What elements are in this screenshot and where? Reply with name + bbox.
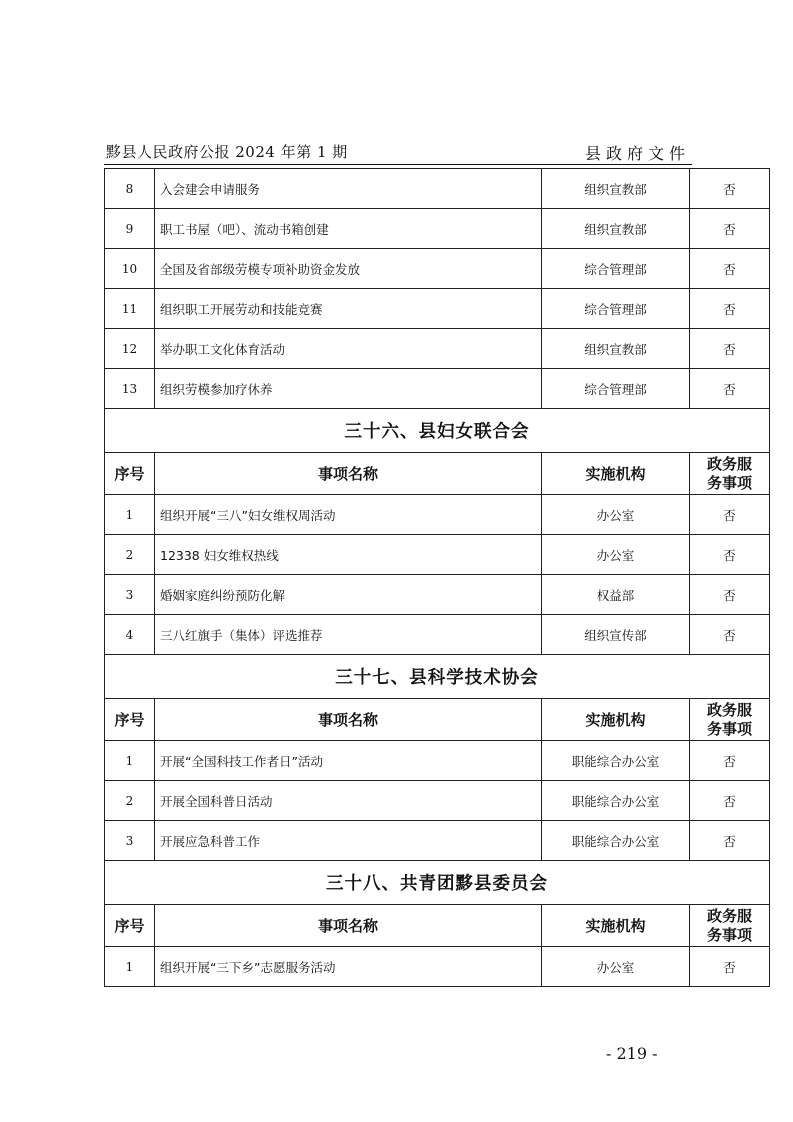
- gov-service-flag: 否: [690, 947, 770, 987]
- table-row: [105, 209, 770, 249]
- gov-service-flag: 否: [690, 369, 770, 409]
- implementing-agency: 组织宣教部: [542, 329, 690, 369]
- header-gov-service: [690, 905, 770, 947]
- table-row: [105, 615, 770, 655]
- document-category: 县政府文件: [584, 144, 690, 163]
- column-header-row: [105, 905, 770, 947]
- table-row: [105, 169, 770, 209]
- implementing-agency: 办公室: [542, 947, 690, 987]
- header-number: 序号: [105, 699, 155, 741]
- column-header-row: [105, 453, 770, 495]
- row-number: 9: [105, 209, 155, 249]
- implementing-agency: 组织宣教部: [542, 169, 690, 209]
- bulletin-title: 黟县人民政府公报 2024 年第 1 期: [106, 143, 348, 161]
- section-title: 三十八、共青团黟县委员会: [105, 861, 770, 905]
- gov-service-flag: 否: [690, 169, 770, 209]
- section-title: 三十七、县科学技术协会: [105, 655, 770, 699]
- implementing-agency: 办公室: [542, 535, 690, 575]
- item-name: 组织劳模参加疗休养: [155, 369, 542, 409]
- gov-service-flag: 否: [690, 781, 770, 821]
- header-gov-service: [690, 453, 770, 495]
- item-name: 开展应急科普工作: [155, 821, 542, 861]
- item-name: 组织职工开展劳动和技能竞赛: [155, 289, 542, 329]
- gov-service-flag: 否: [690, 575, 770, 615]
- section-title: 三十六、县妇女联合会: [105, 409, 770, 453]
- table-row: [105, 535, 770, 575]
- implementing-agency: 职能综合办公室: [542, 741, 690, 781]
- gov-service-flag: 否: [690, 821, 770, 861]
- table-row: [105, 741, 770, 781]
- header-rule: [104, 164, 692, 165]
- item-name: 开展“全国科技工作者日”活动: [155, 741, 542, 781]
- implementing-agency: 办公室: [542, 495, 690, 535]
- row-number: 8: [105, 169, 155, 209]
- row-number: 10: [105, 249, 155, 289]
- table-row: [105, 781, 770, 821]
- item-name: 婚姻家庭纠纷预防化解: [155, 575, 542, 615]
- header-gov-service-line1: 政务服: [706, 454, 752, 473]
- row-number: 12: [105, 329, 155, 369]
- row-number: 11: [105, 289, 155, 329]
- implementing-agency: 综合管理部: [542, 369, 690, 409]
- header-item-name: 事项名称: [155, 453, 542, 495]
- implementing-agency: 综合管理部: [542, 289, 690, 329]
- table-row: [105, 495, 770, 535]
- section-title-row: [105, 409, 770, 453]
- header-item-name: 事项名称: [155, 905, 542, 947]
- gov-service-flag: 否: [690, 329, 770, 369]
- item-name: 三八红旗手（集体）评选推荐: [155, 615, 542, 655]
- item-name: 12338 妇女维权热线: [155, 535, 542, 575]
- row-number: 1: [105, 495, 155, 535]
- header-agency: 实施机构: [542, 699, 690, 741]
- table-row: [105, 947, 770, 987]
- gov-service-flag: 否: [690, 249, 770, 289]
- gov-service-flag: 否: [690, 615, 770, 655]
- item-name: 入会建会申请服务: [155, 169, 542, 209]
- row-number: 2: [105, 535, 155, 575]
- table-row: [105, 575, 770, 615]
- section-title-row: [105, 861, 770, 905]
- header-gov-service-line2: 务事项: [706, 925, 752, 944]
- header-gov-service-line2: 务事项: [706, 719, 752, 738]
- header-item-name: 事项名称: [155, 699, 542, 741]
- header-gov-service-line1: 政务服: [706, 906, 752, 925]
- gov-service-flag: 否: [690, 495, 770, 535]
- table-row: [105, 369, 770, 409]
- header-gov-service-line2: 务事项: [706, 473, 752, 492]
- table-row: [105, 329, 770, 369]
- item-name: 组织开展“三八”妇女维权周活动: [155, 495, 542, 535]
- header-gov-service-line1: 政务服: [706, 700, 752, 719]
- column-header-row: [105, 699, 770, 741]
- row-number: 1: [105, 741, 155, 781]
- implementing-agency: 组织宣传部: [542, 615, 690, 655]
- row-number: 13: [105, 369, 155, 409]
- gov-service-flag: 否: [690, 535, 770, 575]
- implementing-agency: 职能综合办公室: [542, 781, 690, 821]
- item-name: 组织开展“三下乡”志愿服务活动: [155, 947, 542, 987]
- item-name: 举办职工文化体育活动: [155, 329, 542, 369]
- header-gov-service: [690, 699, 770, 741]
- row-number: 1: [105, 947, 155, 987]
- table-row: [105, 289, 770, 329]
- row-number: 4: [105, 615, 155, 655]
- implementing-agency: 综合管理部: [542, 249, 690, 289]
- section-title-row: [105, 655, 770, 699]
- item-name: 开展全国科普日活动: [155, 781, 542, 821]
- header-agency: 实施机构: [542, 453, 690, 495]
- row-number: 2: [105, 781, 155, 821]
- item-name: 职工书屋（吧）、流动书箱创建: [155, 209, 542, 249]
- header-number: 序号: [105, 905, 155, 947]
- implementing-agency: 职能综合办公室: [542, 821, 690, 861]
- row-number: 3: [105, 821, 155, 861]
- page-header: [106, 141, 690, 165]
- gov-service-flag: 否: [690, 741, 770, 781]
- service-items-table: [104, 168, 770, 987]
- implementing-agency: 组织宣教部: [542, 209, 690, 249]
- table-row: [105, 821, 770, 861]
- item-name: 全国及省部级劳模专项补助资金发放: [155, 249, 542, 289]
- row-number: 3: [105, 575, 155, 615]
- header-number: 序号: [105, 453, 155, 495]
- header-agency: 实施机构: [542, 905, 690, 947]
- page-number: - 219 -: [606, 1044, 658, 1063]
- implementing-agency: 权益部: [542, 575, 690, 615]
- gov-service-flag: 否: [690, 289, 770, 329]
- gov-service-flag: 否: [690, 209, 770, 249]
- table-row: [105, 249, 770, 289]
